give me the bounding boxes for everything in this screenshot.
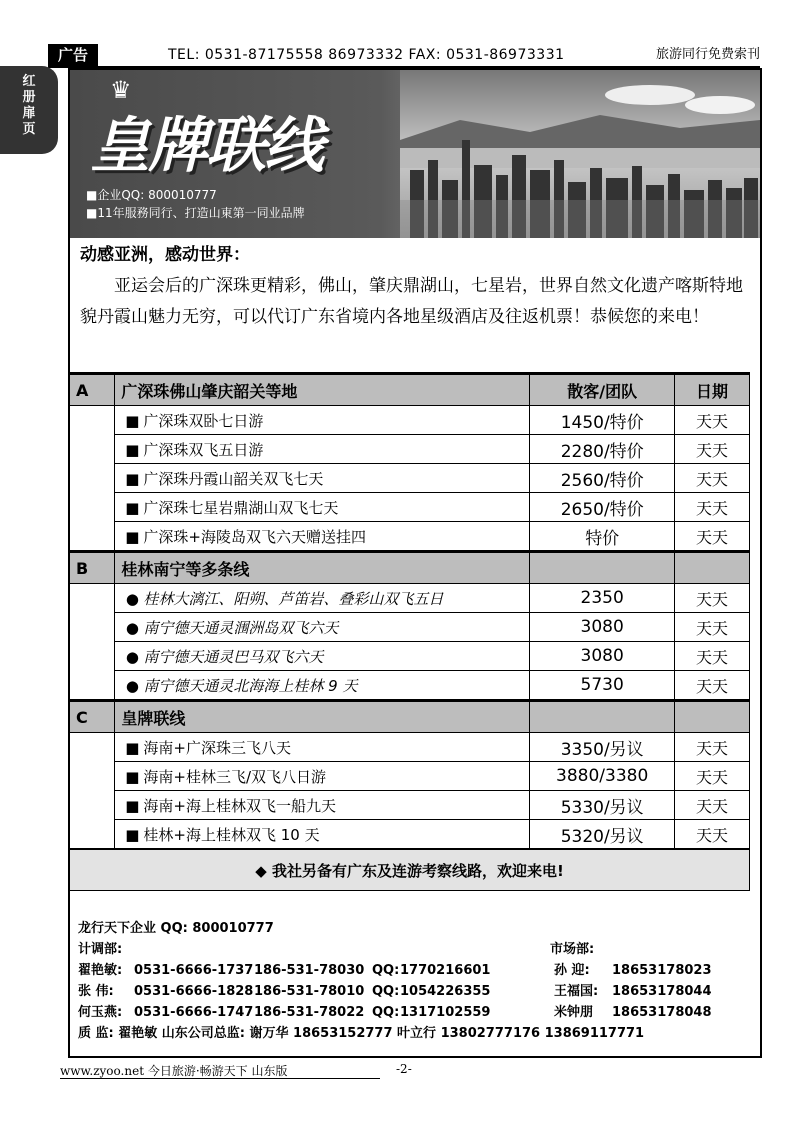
table-footer [70, 849, 750, 891]
route-name-text: 南宁德天通灵巴马双飞六天 [143, 647, 324, 666]
side-tab-char: 扉 [22, 106, 36, 121]
route-day: 天天 [675, 762, 750, 791]
route-row [70, 820, 750, 850]
contact-row [78, 981, 758, 1002]
row-spacer [70, 493, 115, 522]
top-bar [48, 44, 760, 66]
route-day: 天天 [675, 820, 750, 850]
footer-site: www.zyoo.net 今日旅游·畅游天下 山东版 [60, 1064, 288, 1078]
market-name: 米钟朋 [554, 1005, 594, 1020]
bullet-icon: ■ [125, 527, 140, 546]
route-row [70, 584, 750, 613]
row-spacer [70, 435, 115, 464]
route-price: 3350/另议 [530, 733, 675, 762]
day-header [675, 701, 750, 733]
section-code: B [70, 552, 115, 584]
route-price: 5330/另议 [530, 791, 675, 820]
route-name [115, 464, 530, 493]
route-day: 天天 [675, 642, 750, 671]
qq-label: QQ: [372, 963, 400, 978]
route-day: 天天 [675, 791, 750, 820]
row-spacer [70, 671, 115, 701]
contact-mobile: 186-531-78022 [254, 1005, 365, 1020]
row-spacer [70, 733, 115, 762]
route-row [70, 791, 750, 820]
intro-paragraph: 亚运会后的广深珠更精彩，佛山，肇庆鼎湖山，七星岩，世界自然文化遗产喀斯特地貌丹霞山魅力无穷，可以代订广东省境内各地星级酒店及往返机票！恭候您的来电！ [80, 276, 743, 327]
banner-qq: ■企业QQ: 800010777 [86, 188, 217, 202]
row-spacer [70, 464, 115, 493]
route-name-text: 广深珠双卧七日游 [143, 411, 264, 430]
footer-note: ◆ 我社另备有广东及连游考察线路，欢迎来电! [70, 849, 750, 891]
intro-heading: 动感亚洲，感动世界： [80, 245, 250, 265]
bullet-icon: ● [125, 647, 139, 666]
bullet-icon: ■ [125, 498, 140, 517]
side-tab-char: 册 [22, 90, 36, 105]
section-code: A [70, 374, 115, 406]
bullet-icon: ● [125, 618, 139, 637]
row-spacer [70, 791, 115, 820]
route-price: 2280/特价 [530, 435, 675, 464]
page-number: -2- [396, 1062, 412, 1076]
route-name-text: 广深珠七星岩鼎湖山双飞七天 [143, 498, 339, 517]
route-name-text: 海南+广深珠三飞八天 [143, 738, 291, 757]
contact-qq: 1054226355 [400, 984, 491, 999]
route-price: 3080 [530, 613, 675, 642]
route-day: 天天 [675, 435, 750, 464]
price-header [530, 552, 675, 584]
price-header [530, 701, 675, 733]
route-row [70, 435, 750, 464]
qq-label: QQ: [372, 1005, 400, 1020]
bullet-icon: ■ [125, 738, 140, 757]
ad-tag: 广告 [48, 44, 98, 66]
row-spacer [70, 762, 115, 791]
route-row [70, 464, 750, 493]
route-row [70, 762, 750, 791]
route-row [70, 733, 750, 762]
contact-row [78, 960, 758, 981]
bullet-icon: ● [125, 676, 139, 695]
route-price: 3080 [530, 642, 675, 671]
page-footer [60, 1062, 760, 1079]
city-skyline-image [400, 70, 760, 238]
route-day: 天天 [675, 733, 750, 762]
free-label: 旅游同行免费索刊 [655, 47, 760, 62]
route-name [115, 406, 530, 435]
side-tab-char: 红 [22, 74, 36, 89]
route-row [70, 522, 750, 552]
market-phone: 18653178023 [612, 963, 712, 978]
route-day: 天天 [675, 493, 750, 522]
bullet-icon: ■ [125, 825, 140, 844]
route-day: 天天 [675, 522, 750, 552]
route-name [115, 642, 530, 671]
qq-label: QQ: [372, 984, 400, 999]
contact-qq: 1770216601 [400, 963, 491, 978]
row-spacer [70, 820, 115, 850]
route-row [70, 642, 750, 671]
day-header: 日期 [675, 374, 750, 406]
route-name-text: 广深珠+海陵岛双飞六天赠送挂四 [143, 527, 366, 546]
route-price: 3880/3380 [530, 762, 675, 791]
market-name: 王福国: [554, 984, 599, 999]
section-header [70, 552, 750, 584]
route-day: 天天 [675, 406, 750, 435]
route-name-text: 广深珠双飞五日游 [143, 440, 264, 459]
route-name [115, 671, 530, 701]
contact-phone: 0531-6666-1828 [134, 984, 254, 999]
route-name [115, 584, 530, 613]
route-price: 2350 [530, 584, 675, 613]
contacts [78, 918, 758, 1044]
route-price: 1450/特价 [530, 406, 675, 435]
row-spacer [70, 584, 115, 613]
route-price: 2560/特价 [530, 464, 675, 493]
section-header [70, 374, 750, 406]
route-name-text: 海南+海上桂林双飞一船九天 [143, 796, 336, 815]
route-row [70, 671, 750, 701]
bullet-icon: ■ [125, 469, 140, 488]
route-name [115, 522, 530, 552]
row-spacer [70, 613, 115, 642]
route-price: 5320/另议 [530, 820, 675, 850]
banner [70, 70, 760, 238]
side-tab-char: 页 [22, 122, 36, 137]
route-name-text: 海南+桂林三飞/双飞八日游 [143, 767, 327, 786]
bullet-icon: ■ [125, 796, 140, 815]
row-spacer [70, 406, 115, 435]
row-spacer [70, 522, 115, 552]
route-name-text: 南宁德天通灵北海海上桂林 9 天 [143, 676, 358, 695]
contact-mobile: 186-531-78030 [254, 963, 365, 978]
contact-mobile: 186-531-78010 [254, 984, 365, 999]
route-day: 天天 [675, 464, 750, 493]
route-name [115, 493, 530, 522]
supervisor-line: 质 监: 翟艳敏 山东公司总监: 谢万华 18653152777 叶立行 13802777176 13869117771 [78, 1026, 645, 1041]
route-name-text: 南宁德天通灵涠洲岛双飞六天 [143, 618, 339, 637]
market-phone: 18653178048 [612, 1005, 712, 1020]
route-row [70, 406, 750, 435]
contact-name: 张 伟: [78, 984, 114, 999]
section-header [70, 701, 750, 733]
contact-phone: 0531-6666-1747 [134, 1005, 254, 1020]
route-name-text: 广深珠丹霞山韶关双飞七天 [143, 469, 324, 488]
company-qq: 龙行天下企业 QQ: 800010777 [78, 921, 274, 936]
bullet-icon: ■ [125, 440, 140, 459]
route-row [70, 493, 750, 522]
route-price: 特价 [530, 522, 675, 552]
route-name [115, 733, 530, 762]
routes-table [69, 372, 750, 891]
footer-divider [60, 1078, 380, 1079]
contact-row [78, 1002, 758, 1023]
route-name [115, 435, 530, 464]
route-name-text: 桂林大漓江、阳朔、芦笛岩、叠彩山双飞五日 [143, 589, 444, 608]
route-row [70, 613, 750, 642]
intro-text [80, 240, 750, 333]
section-title: 广深珠佛山肇庆韶关等地 [115, 374, 530, 406]
contact-phone: 0531-6666-1737 [134, 963, 254, 978]
brand-logo: 皇牌联线 [90, 111, 322, 181]
side-tab [0, 66, 58, 154]
market-phone: 18653178044 [612, 984, 712, 999]
contact-name: 翟艳敏: [78, 963, 123, 978]
section-title: 皇牌联线 [115, 701, 530, 733]
route-price: 2650/特价 [530, 493, 675, 522]
crown-icon: ♛ [110, 76, 132, 104]
row-spacer [70, 642, 115, 671]
tel-fax: TEL: 0531-87175558 86973332 FAX: 0531-86973331 [168, 47, 565, 63]
route-price: 5730 [530, 671, 675, 701]
route-day: 天天 [675, 671, 750, 701]
route-day: 天天 [675, 613, 750, 642]
day-header [675, 552, 750, 584]
route-name [115, 820, 530, 850]
route-name [115, 613, 530, 642]
market-name: 孙 迎: [554, 963, 590, 978]
route-day: 天天 [675, 584, 750, 613]
banner-slogan: ■11年服務同行、打造山東第一同业品牌 [86, 206, 305, 220]
bullet-icon: ● [125, 589, 139, 608]
dept-market: 市场部: [550, 942, 595, 957]
section-code: C [70, 701, 115, 733]
bullet-icon: ■ [125, 767, 140, 786]
dept-planning: 计调部: [78, 942, 123, 957]
contact-qq: 1317102559 [400, 1005, 491, 1020]
contact-name: 何玉燕: [78, 1005, 123, 1020]
route-name [115, 791, 530, 820]
section-title: 桂林南宁等多条线 [115, 552, 530, 584]
route-name-text: 桂林+海上桂林双飞 10 天 [143, 825, 320, 844]
bullet-icon: ■ [125, 411, 140, 430]
route-name [115, 762, 530, 791]
price-header: 散客/团队 [530, 374, 675, 406]
